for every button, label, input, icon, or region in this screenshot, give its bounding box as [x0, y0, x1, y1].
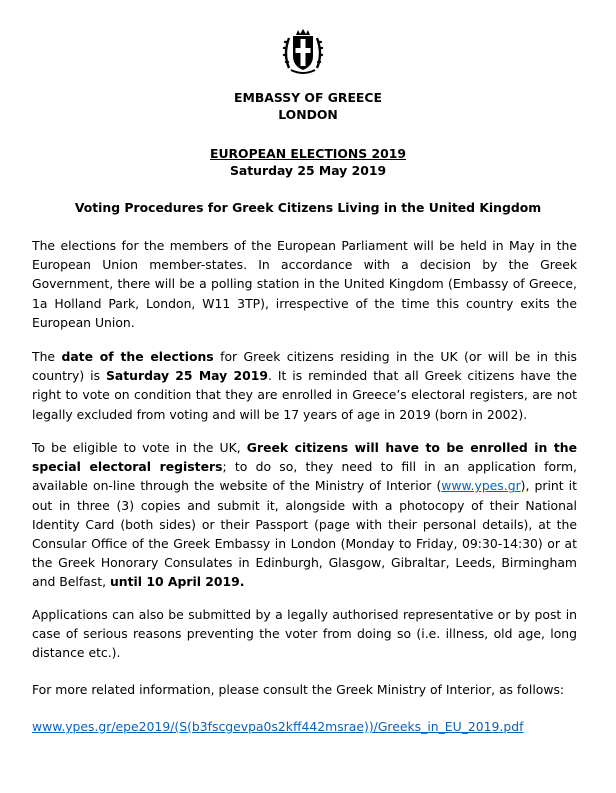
p3-bold-2: until 10 April 2019. [109, 574, 245, 590]
election-title: EUROPEAN ELECTIONS 2019 [209, 146, 407, 161]
paragraph-representative: Applications can also be submitted by a legally authorised representative or by post in case of serious reasons preventing the voter from doing so (i.e. illness, old age, long distance etc.). [32, 607, 577, 661]
ypes-link[interactable]: www.ypes.gr [441, 478, 521, 494]
paragraph-election-date [32, 347, 577, 424]
embassy-header [0, 89, 616, 123]
p2-text-1: The [32, 349, 62, 364]
p3-text-1: To be eligible to vote in the UK, [32, 440, 247, 455]
embassy-name: EMBASSY OF GREECE [234, 90, 382, 105]
p3-text-3: ), print it out in three (3) copies and submit it, alongside with a photocopy of their National Identity Card (both sides) or their Passport (page with their personal details), at the Consular Office of the Greek Embassy in London (Monday to Friday, 09:30-14:30) or at the Greek Honorary Consulates in Edinburgh, Glasgow, Gibraltar, Leeds, Birmingham and Belfast, [32, 478, 577, 590]
greek-coat-of-arms-icon [281, 28, 325, 76]
p2-bold-2: Saturday 25 May 2019 [105, 368, 269, 384]
embassy-city: LONDON [278, 107, 338, 122]
p2-bold-1: date of the elections [61, 349, 214, 364]
paragraph-eligibility [32, 438, 577, 592]
paragraph-more-info: For more related information, please consult the Greek Ministry of Interior, as follows: [32, 682, 565, 697]
document-subject: Voting Procedures for Greek Citizens Living in the United Kingdom [74, 200, 542, 215]
p2-text-2: for Greek citizens residing in the UK (or will be in this country) is [32, 349, 577, 384]
paragraph-intro: The elections for the members of the European Parliament will be held in May in the European Union member-states. In accordance with a decision by the Greek Government, there will be a polling station in the United Kingdom (Embassy of Greece, 1a Holland Park, London, W11 3TP), irrespective of the time this country exits the European Union. [32, 238, 577, 330]
election-header [0, 145, 616, 179]
footer-link-line [32, 717, 523, 736]
p2-text-3: . It is reminded that all Greek citizens have the right to vote on condition that they are enrolled in Greece’s electoral registers, are not legally excluded from voting and will be 17 years of age in 2019 (born in 2002). [32, 368, 577, 422]
p3-bold-1: Greek citizens will have to be enrolled in the special electoral registers [32, 440, 577, 475]
p3-text-2: ; to do so, they need to fill in an application form, available on-line through the website of the Ministry of Interior ( [32, 459, 577, 494]
election-date: Saturday 25 May 2019 [229, 163, 387, 178]
greeks-in-eu-pdf-link[interactable]: www.ypes.gr/epe2019/(S(b3fscgevpa0s2kff442msrae))/Greeks_in_EU_2019.pdf [32, 719, 524, 734]
